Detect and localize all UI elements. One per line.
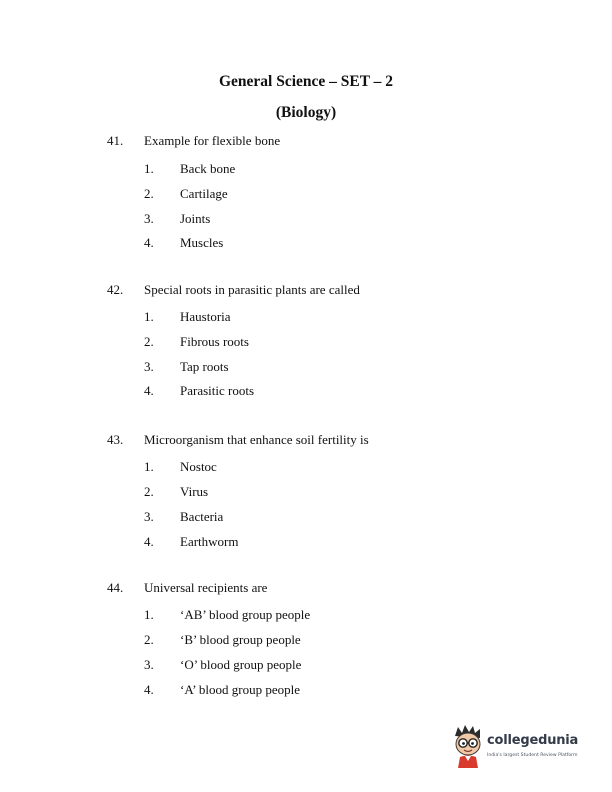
option-number: 4. <box>144 235 154 250</box>
question-number: 41. <box>107 133 124 148</box>
page-title: General Science – SET – 2 <box>218 73 394 90</box>
option-number: 2. <box>144 632 154 647</box>
option-number: 3. <box>144 657 154 672</box>
option-text: Fibrous roots <box>180 334 249 349</box>
question-number: 42. <box>107 282 124 297</box>
option-number: 4. <box>144 534 154 549</box>
option-number: 2. <box>144 334 154 349</box>
option-number: 3. <box>144 509 154 524</box>
option-number: 2. <box>144 484 154 499</box>
option-text: ‘A’ blood group people <box>180 682 300 697</box>
option-text: Tap roots <box>180 359 229 374</box>
option-text: Joints <box>180 211 211 226</box>
question-text: Example for flexible bone <box>144 133 281 148</box>
option-text: Cartilage <box>180 186 228 201</box>
question-number: 44. <box>107 580 124 595</box>
option-text: Muscles <box>180 235 224 250</box>
option-number: 3. <box>144 211 154 226</box>
option-text: Bacteria <box>180 509 224 524</box>
option-text: Earthworm <box>180 534 239 549</box>
option-number: 1. <box>144 161 154 176</box>
question-number: 43. <box>107 432 124 447</box>
question-text: Microorganism that enhance soil fertility is <box>144 432 369 447</box>
option-number: 1. <box>144 459 154 474</box>
option-text: Back bone <box>180 161 236 176</box>
option-number: 2. <box>144 186 154 201</box>
option-text: ‘O’ blood group people <box>180 657 302 672</box>
collegedunia-logo <box>450 722 590 774</box>
option-number: 4. <box>144 682 154 697</box>
question-text: Universal recipients are <box>144 580 268 595</box>
option-text: Virus <box>180 484 209 499</box>
option-text: Nostoc <box>180 459 217 474</box>
option-text: Haustoria <box>180 309 231 324</box>
option-number: 3. <box>144 359 154 374</box>
mascot-face-icon <box>450 722 486 770</box>
logo-tagline: India's largest Student Review Platform <box>487 753 578 758</box>
page-subtitle: (Biology) <box>275 104 337 121</box>
option-number: 4. <box>144 383 154 398</box>
logo-wordmark: collegedunia <box>487 733 579 748</box>
option-text: Parasitic roots <box>180 383 255 398</box>
question-text: Special roots in parasitic plants are called <box>144 282 360 297</box>
option-number: 1. <box>144 607 154 622</box>
option-number: 1. <box>144 309 154 324</box>
option-text: ‘B’ blood group people <box>180 632 301 647</box>
option-text: ‘AB’ blood group people <box>180 607 311 622</box>
